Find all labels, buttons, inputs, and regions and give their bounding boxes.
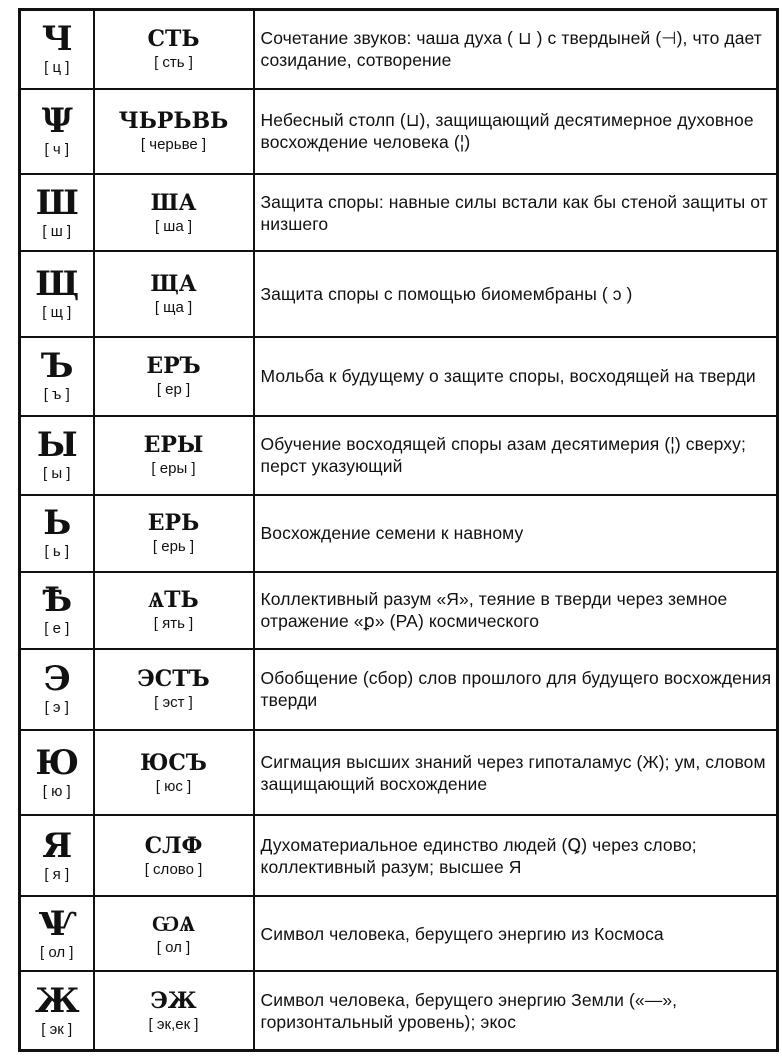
word-transliteration: [ эст ] [154, 694, 193, 712]
table-row [20, 896, 778, 971]
table-row [20, 495, 778, 572]
letter-table-body [20, 10, 778, 1051]
letter-glyph: Ь [43, 503, 71, 544]
table-row [20, 337, 778, 416]
word-transliteration: [ юс ] [155, 777, 192, 795]
table-row [20, 730, 778, 816]
word-cell [94, 337, 254, 416]
word-glyph: СТЬ [147, 26, 200, 53]
letter-cell [20, 971, 94, 1050]
description-cell [254, 730, 778, 816]
letter-transliteration: [ ч ] [44, 141, 69, 159]
letter-glyph: Ы [36, 425, 77, 466]
table-row [20, 971, 778, 1050]
letter-cell [20, 416, 94, 495]
letter-transliteration: [ ол ] [40, 943, 74, 961]
letter-transliteration: [ эк ] [41, 1020, 73, 1038]
word-cell [94, 89, 254, 175]
word-transliteration: [ ща ] [154, 298, 193, 316]
word-glyph: ЭЖ [150, 987, 197, 1014]
word-transliteration: [ еры ] [151, 460, 196, 478]
letter-cell [20, 10, 94, 89]
description-cell [254, 174, 778, 251]
description-cell [254, 971, 778, 1050]
word-transliteration: [ ять ] [153, 615, 194, 633]
letter-transliteration: [ ю ] [42, 782, 71, 800]
letter-cell [20, 495, 94, 572]
table-row [20, 10, 778, 89]
word-glyph: ѠѦ [151, 910, 196, 937]
word-transliteration: [ черьве ] [140, 136, 207, 154]
letter-glyph: Ч [41, 19, 72, 60]
description-text: Коллективный разум «Я», теяние в тверди через земное отражение «ꝑ» (РА) космического [260, 589, 728, 632]
description-text: Восхождение семени к навному [260, 523, 524, 544]
word-transliteration: [ ол ] [156, 938, 191, 956]
word-cell [94, 815, 254, 896]
word-glyph: ѦТЬ [148, 587, 199, 614]
description-text: Сигмация высших знаний через гипоталамус (Ж); ум, словом защищающий восхождение [260, 751, 766, 794]
description-text: Обобщение (сбор) слов прошлого для будущего восхождения тверди [260, 668, 772, 711]
word-cell [94, 730, 254, 816]
description-text: Символ человека, берущего энергию Земли («—», горизонтальный уровень); экос [260, 989, 678, 1032]
letter-transliteration: [ я ] [44, 865, 70, 883]
word-glyph: ЮСЪ [140, 749, 207, 776]
letter-glyph: Ъ [40, 346, 73, 387]
word-glyph: ЩА [150, 270, 197, 297]
table-row [20, 416, 778, 495]
word-glyph: ЕРЬ [147, 510, 200, 537]
letter-transliteration: [ ш ] [42, 222, 72, 240]
description-cell [254, 10, 778, 89]
letter-transliteration: [ ъ ] [43, 386, 70, 404]
word-transliteration: [ ша ] [154, 217, 193, 235]
description-cell [254, 337, 778, 416]
letter-transliteration: [ ы ] [43, 465, 71, 483]
description-text: Защита споры с помощью биомембраны ( ͻ ) [260, 283, 633, 304]
word-glyph: ЕРЫ [143, 432, 204, 459]
word-cell [94, 971, 254, 1050]
word-glyph: ЭСТЪ [137, 666, 210, 693]
letter-glyph: Ѣ [42, 580, 72, 621]
word-cell [94, 649, 254, 730]
description-text: Защита споры: навные силы встали как бы стеной защиты от низшего [260, 191, 768, 234]
table-row [20, 251, 778, 337]
description-cell [254, 815, 778, 896]
word-transliteration: [ эк,ек ] [148, 1015, 199, 1033]
letter-cell [20, 572, 94, 649]
word-transliteration: [ ер ] [156, 381, 191, 399]
description-text: Духоматериальное единство людей (Ꝗ) через слово; коллективный разум; высшее Я [260, 834, 697, 877]
letter-transliteration: [ э ] [44, 699, 69, 717]
table-row [20, 815, 778, 896]
description-text: Символ человека, берущего энергию из Космоса [260, 923, 664, 944]
description-text: Сочетание звуков: чаша духа ( ⊔ ) с твердыней (⊣), что дает созидание, сотворение [260, 28, 762, 71]
word-cell [94, 495, 254, 572]
description-cell [254, 495, 778, 572]
letter-transliteration: [ е ] [44, 620, 70, 638]
letter-cell [20, 337, 94, 416]
word-glyph: ША [150, 189, 197, 216]
letter-cell [20, 649, 94, 730]
letter-cell [20, 896, 94, 971]
word-cell [94, 416, 254, 495]
description-cell [254, 416, 778, 495]
description-cell [254, 572, 778, 649]
letter-transliteration: [ щ ] [42, 303, 72, 321]
letter-transliteration: [ ь ] [44, 543, 69, 561]
description-text: Обучение восходящей споры азам десятимерия (¦) сверху; перст указующий [260, 434, 746, 477]
description-cell [254, 89, 778, 175]
word-cell [94, 896, 254, 971]
letter-glyph: Щ [35, 263, 79, 304]
word-glyph: СЛФ [144, 832, 203, 859]
letter-glyph: Э [43, 659, 70, 700]
letter-glyph: Ю [35, 742, 79, 783]
word-transliteration: [ ерь ] [152, 538, 195, 556]
table-row [20, 174, 778, 251]
letter-cell [20, 815, 94, 896]
description-cell [254, 251, 778, 337]
letter-glyph: Ѱ [38, 903, 75, 944]
description-cell [254, 896, 778, 971]
table-row [20, 649, 778, 730]
letter-glyph: Ж [34, 980, 79, 1021]
letter-transliteration: [ ц ] [44, 59, 70, 77]
word-glyph: ЧЬРЬВЬ [118, 108, 229, 135]
word-cell [94, 251, 254, 337]
word-cell [94, 572, 254, 649]
word-transliteration: [ сть ] [154, 54, 193, 72]
description-text: Небесный столп (⊔), защищающий десятимерное духовное восхождение человека (¦) [260, 110, 754, 153]
word-glyph: ЕРЪ [146, 353, 201, 380]
letter-cell [20, 174, 94, 251]
description-cell [254, 649, 778, 730]
word-transliteration: [ слово ] [144, 860, 203, 878]
description-text: Мольба к будущему о защите споры, восходящей на тверди [260, 366, 756, 387]
letter-cell [20, 251, 94, 337]
table-row [20, 89, 778, 175]
letter-table [18, 8, 779, 1052]
letter-glyph: Ψ [41, 101, 72, 142]
letter-cell [20, 89, 94, 175]
letter-glyph: Ш [35, 182, 78, 223]
table-row [20, 572, 778, 649]
word-cell [94, 174, 254, 251]
letter-glyph: Я [42, 825, 72, 866]
word-cell [94, 10, 254, 89]
letter-cell [20, 730, 94, 816]
